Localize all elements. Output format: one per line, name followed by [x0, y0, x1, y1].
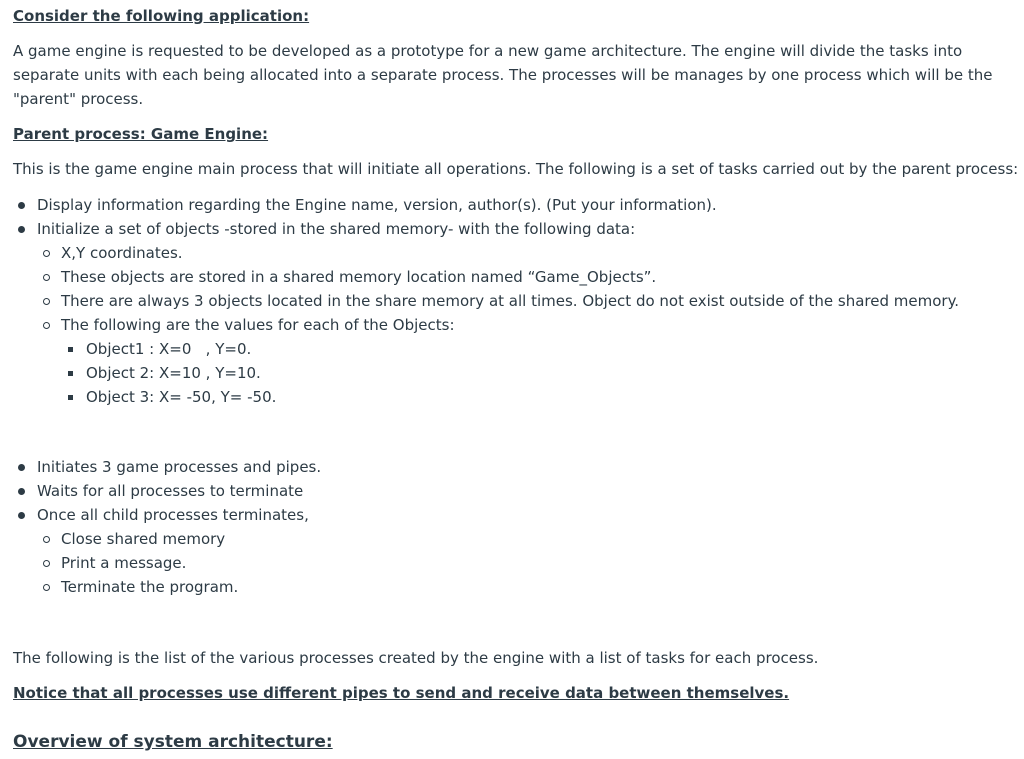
sub-list-item-text: X,Y coordinates. — [61, 244, 183, 262]
bullet-disc-icon — [18, 464, 25, 471]
sub-list-item — [13, 551, 321, 575]
bullet-square-icon — [68, 347, 73, 352]
object-values-text: Object1 : X=0 , Y=0. — [86, 340, 252, 358]
list-item — [13, 455, 321, 479]
bullet-circle-icon — [43, 584, 50, 591]
bullet-square-icon — [68, 395, 73, 400]
heading-overview: Overview of system architecture: — [13, 732, 333, 752]
sub-list-item-text: Terminate the program. — [61, 578, 239, 596]
bullet-square-icon — [68, 371, 73, 376]
bullet-disc-icon — [18, 226, 25, 233]
bullet-circle-icon — [43, 274, 50, 281]
list-item-text: Once all child processes terminates, — [37, 506, 309, 524]
heading-application: Consider the following application: — [13, 7, 310, 25]
object-list-item — [13, 337, 959, 361]
object-list-item — [13, 361, 959, 385]
intro-paragraph: A game engine is requested to be developed as a prototype for a new game architecture. The engine will divide the tasks into separate units with each being allocated into a separate process. The processes will be manages by one process which will be the "parent" process. — [13, 42, 993, 108]
heading-parent-process: Parent process: Game Engine: — [13, 125, 269, 143]
bullet-circle-icon — [43, 322, 50, 329]
object-list-item — [13, 385, 959, 409]
bullet-disc-icon — [18, 488, 25, 495]
parent-description: This is the game engine main process that will initiate all operations. The following is a set of tasks carried out by the parent process: — [13, 160, 1019, 178]
bullet-disc-icon — [18, 512, 25, 519]
bullet-circle-icon — [43, 536, 50, 543]
sub-list-item — [13, 527, 321, 551]
list-item — [13, 479, 321, 503]
sub-list-item-text: Print a message. — [61, 554, 187, 572]
sub-list-item-text: These objects are stored in a shared memory location named “Game_Objects”. — [61, 268, 657, 286]
sub-list-item — [13, 241, 959, 265]
list-item-text: Waits for all processes to terminate — [37, 482, 304, 500]
bullet-circle-icon — [43, 298, 50, 305]
list-item — [13, 193, 959, 217]
sub-list-item-text: There are always 3 objects located in the share memory at all times. Object do not exist outside of the shared memory. — [61, 292, 960, 310]
notice-pipes: Notice that all processes use different pipes to send and receive data between themselves. — [13, 684, 790, 702]
object-values-text: Object 3: X= -50, Y= -50. — [86, 388, 277, 406]
list-item-text: Initialize a set of objects -stored in the shared memory- with the following data: — [37, 220, 636, 238]
sub-list-item-text: The following are the values for each of the Objects: — [61, 316, 455, 334]
bullet-circle-icon — [43, 560, 50, 567]
object-values-text: Object 2: X=10 , Y=10. — [86, 364, 261, 382]
list-item — [13, 503, 321, 527]
list-item — [13, 217, 959, 241]
sub-list-item — [13, 313, 959, 337]
list-item-text: Initiates 3 game processes and pipes. — [37, 458, 322, 476]
sub-list-item — [13, 575, 321, 599]
sub-list-item — [13, 289, 959, 313]
sub-list-item-text: Close shared memory — [61, 530, 226, 548]
parent-task-list — [13, 193, 959, 409]
bullet-disc-icon — [18, 202, 25, 209]
sub-list-item — [13, 265, 959, 289]
bullet-circle-icon — [43, 250, 50, 257]
parent-process-steps-list — [13, 455, 321, 599]
list-item-text: Display information regarding the Engine name, version, author(s). (Put your information). — [37, 196, 717, 214]
process-list-intro: The following is the list of the various processes created by the engine with a list of tasks for each process. — [13, 649, 819, 667]
